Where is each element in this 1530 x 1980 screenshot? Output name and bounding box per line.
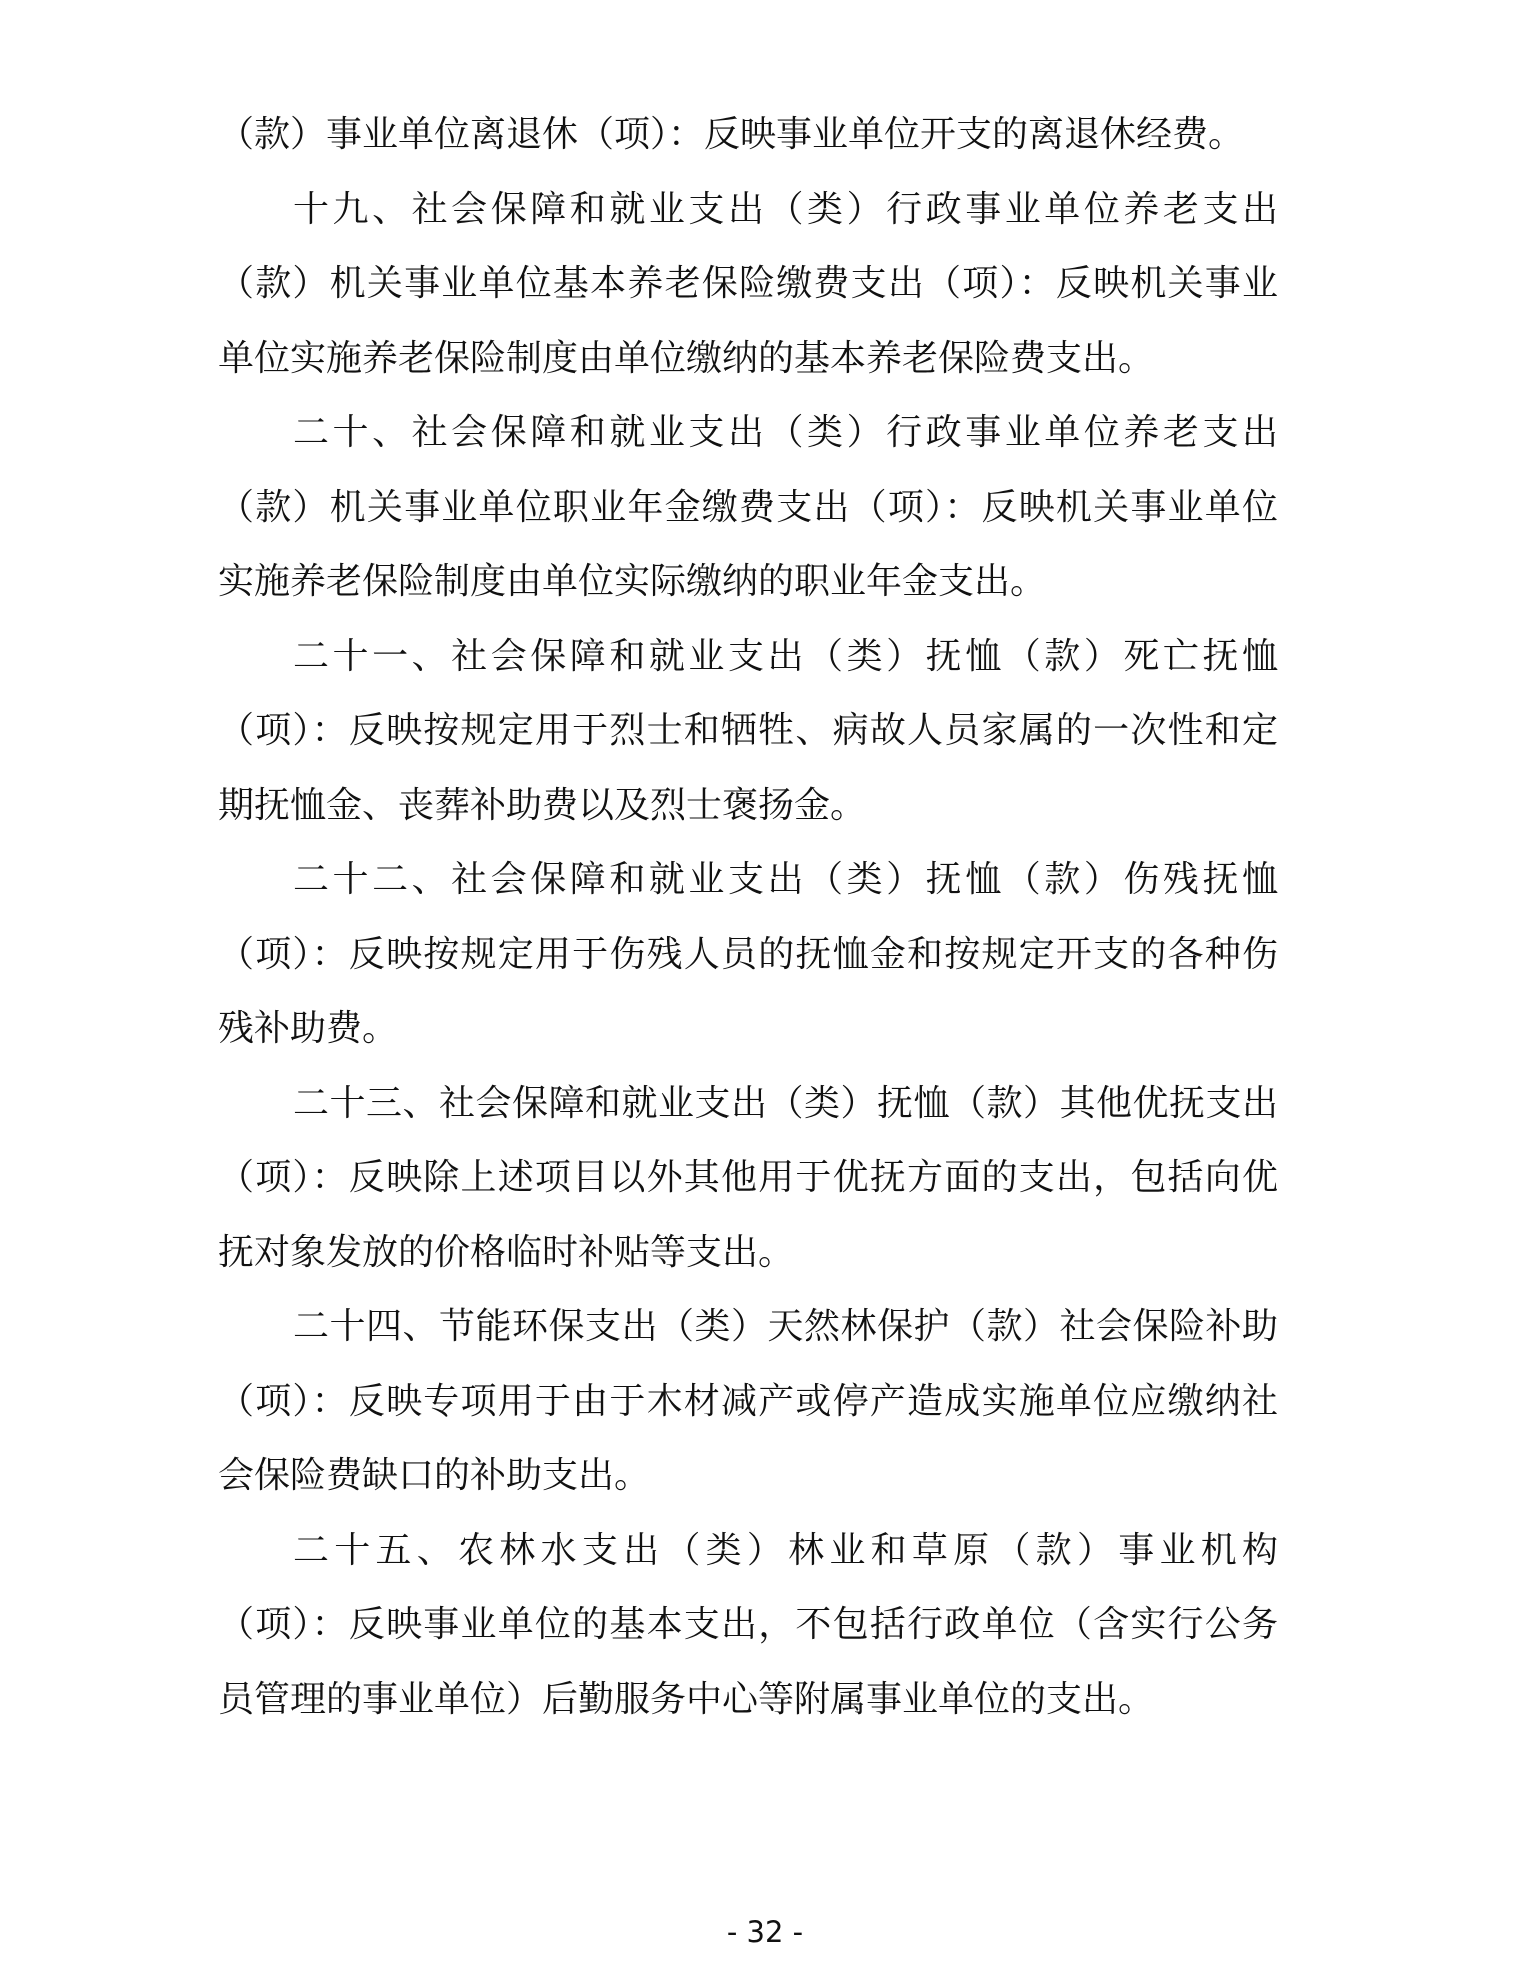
paragraph-2: 十九、社会保障和就业支出（类）行政事业单位养老支出（款）机关事业单位基本养老保险缴费支出（项）：反映机关事业单位实施养老保险制度由单位缴纳的基本养老保险费支出。	[218, 188, 1278, 379]
document-body	[218, 98, 1278, 1737]
paragraph-6: 二十三、社会保障和就业支出（类）抚恤（款）其他优抚支出（项）：反映除上述项目以外其他用于优抚方面的支出，包括向优抚对象发放的价格临时补贴等支出。	[218, 1082, 1278, 1273]
page-number: - 32 -	[726, 1915, 804, 1949]
paragraph-4: 二十一、社会保障和就业支出（类）抚恤（款）死亡抚恤（项）：反映按规定用于烈士和牺牲、病故人员家属的一次性和定期抚恤金、丧葬补助费以及烈士褒扬金。	[218, 635, 1278, 826]
paragraph-1: （款）事业单位离退休（项）：反映事业单位开支的离退休经费。	[218, 114, 1245, 155]
paragraph-5: 二十二、社会保障和就业支出（类）抚恤（款）伤残抚恤（项）：反映按规定用于伤残人员的抚恤金和按规定开支的各种伤残补助费。	[218, 859, 1278, 1049]
paragraph-3: 二十、社会保障和就业支出（类）行政事业单位养老支出（款）机关事业单位职业年金缴费支出（项）：反映机关事业单位实施养老保险制度由单位实际缴纳的职业年金支出。	[218, 412, 1278, 602]
paragraph-8: 二十五、农林水支出（类）林业和草原（款）事业机构（项）：反映事业单位的基本支出，不包括行政单位（含实行公务员管理的事业单位）后勤服务中心等附属事业单位的支出。	[218, 1529, 1278, 1720]
paragraph-7: 二十四、节能环保支出（类）天然林保护（款）社会保险补助（项）：反映专项用于由于木材减产或停产造成实施单位应缴纳社会保险费缺口的补助支出。	[218, 1306, 1278, 1496]
